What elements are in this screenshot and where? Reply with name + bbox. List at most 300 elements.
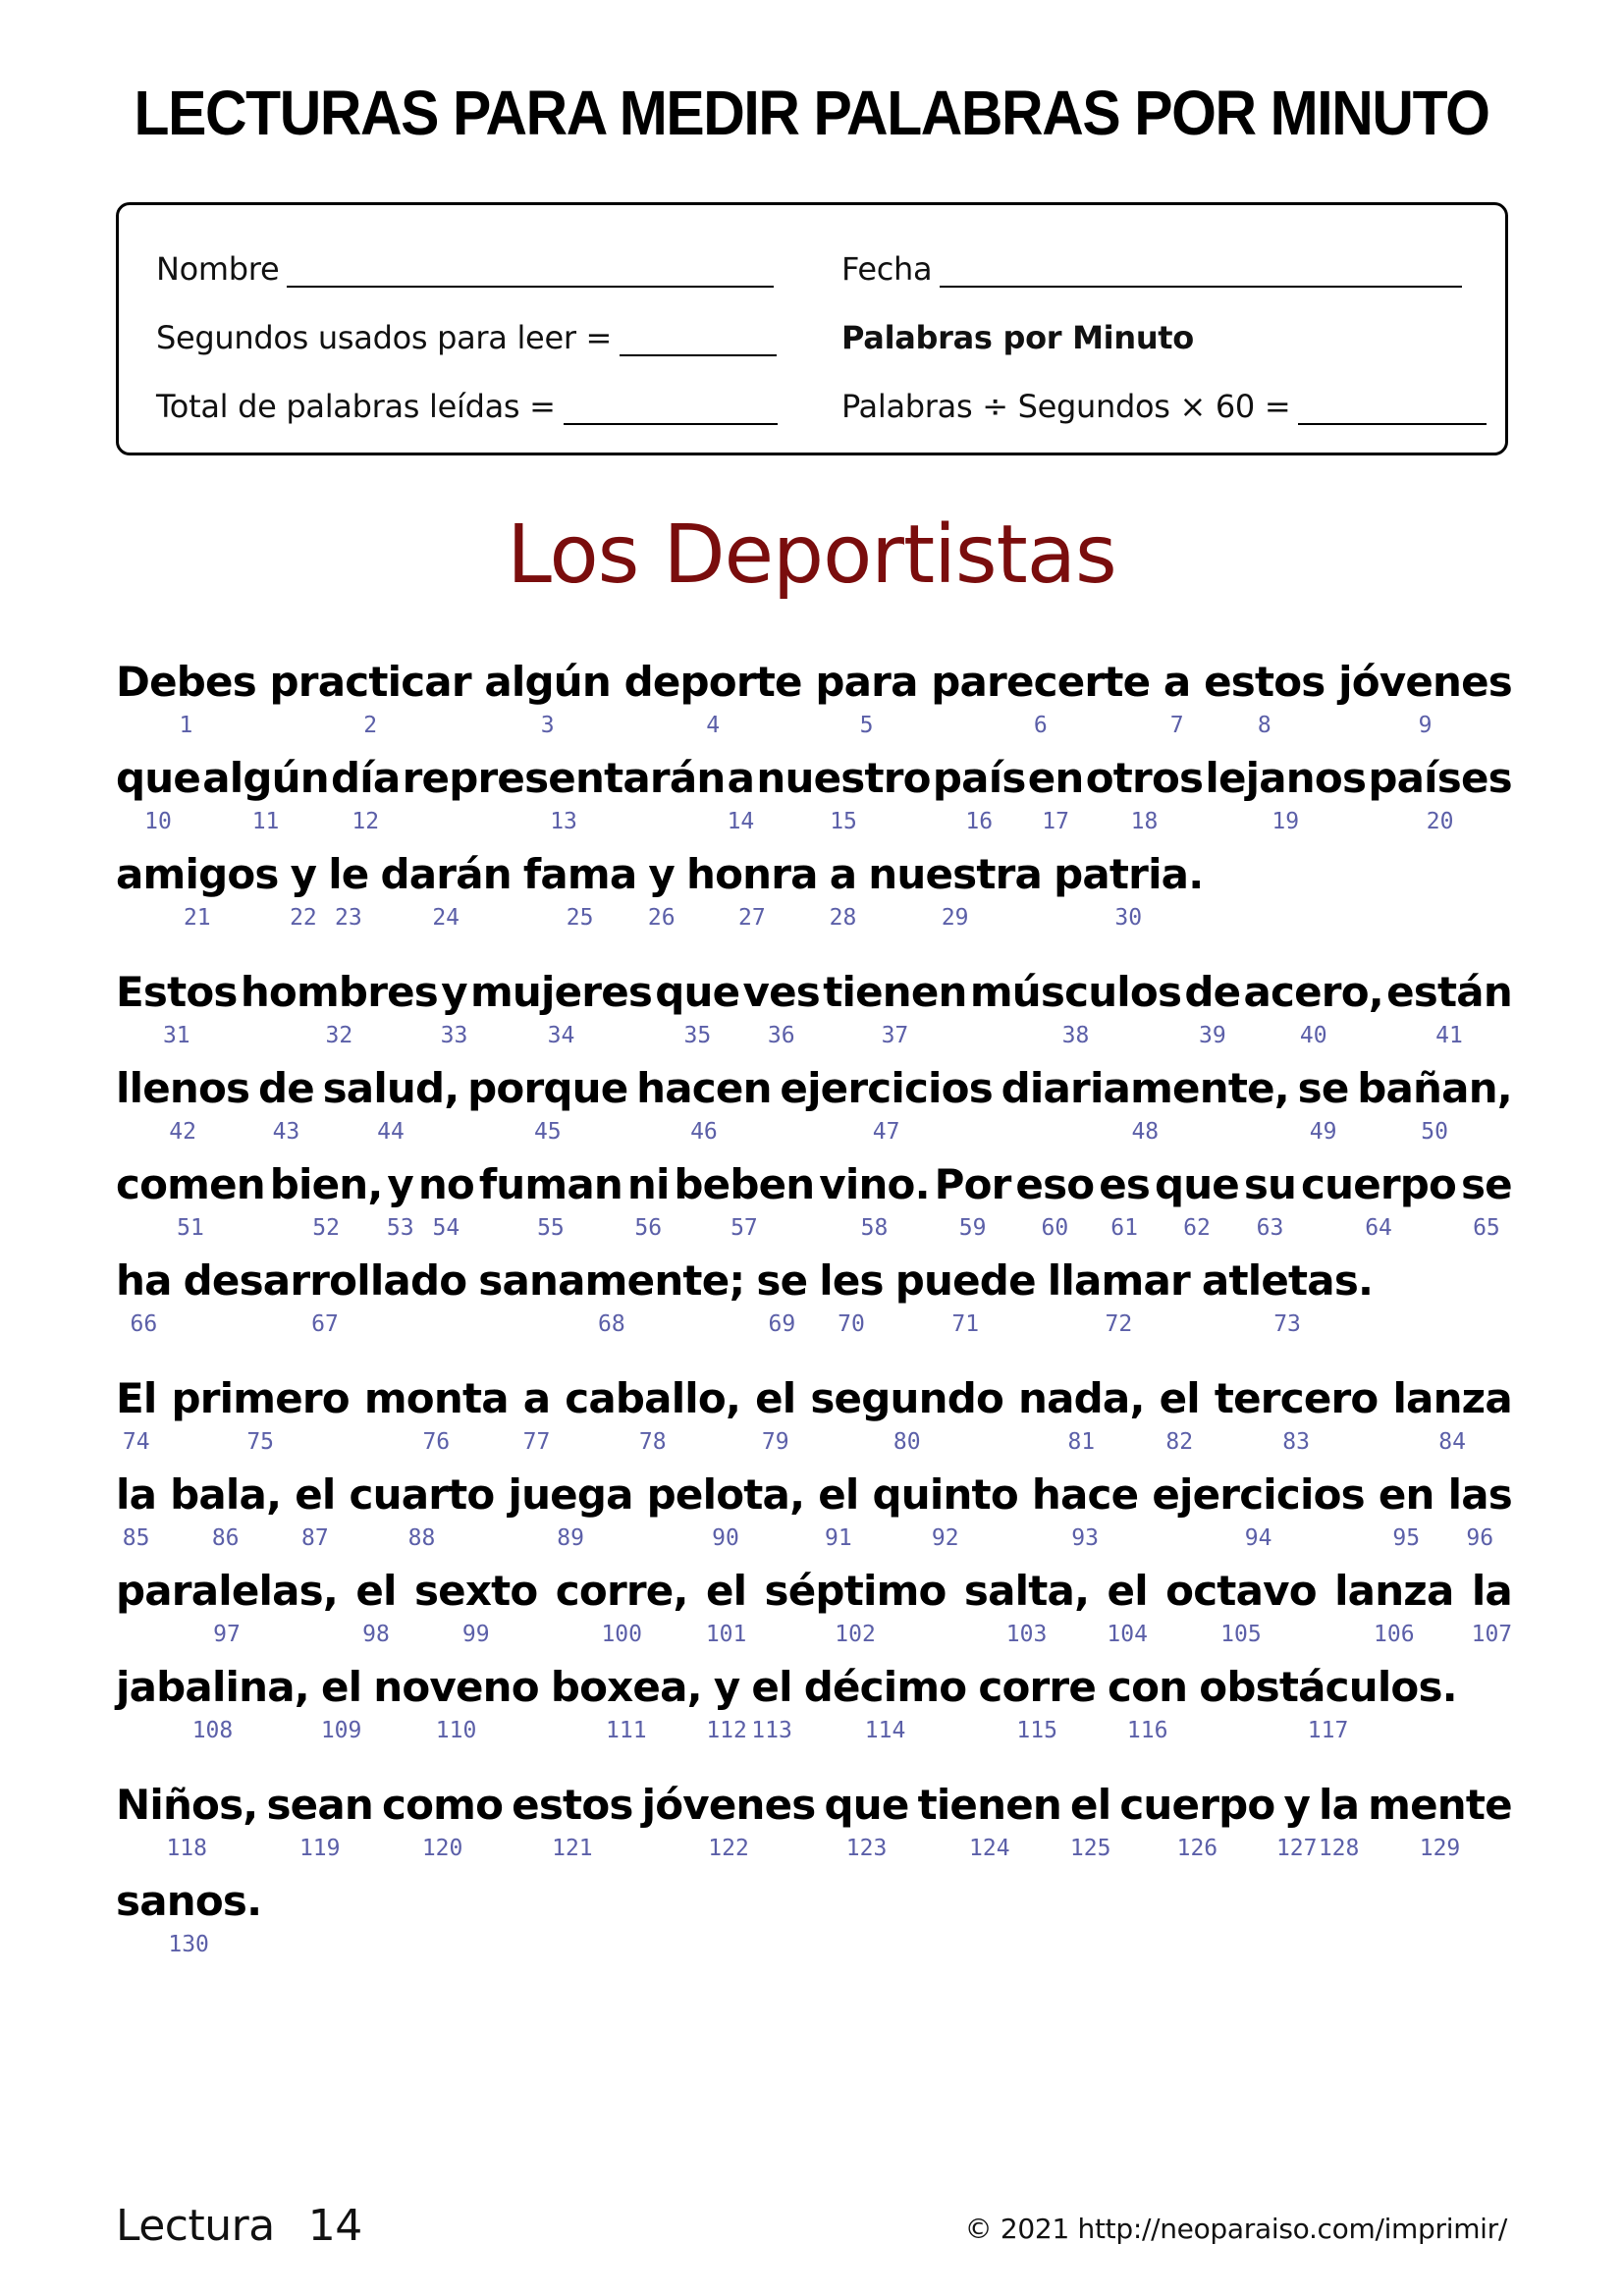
story-word: octavo xyxy=(1165,1567,1317,1615)
story-word: representarán xyxy=(402,754,726,802)
story-word: honra xyxy=(685,850,818,898)
word-count-number: 30 xyxy=(1114,905,1143,931)
word-count-number: 69 xyxy=(768,1311,796,1337)
word-count-number: 28 xyxy=(829,905,857,931)
story-line xyxy=(116,754,1512,850)
word-count-number: 4 xyxy=(706,713,721,738)
word-count-number: 68 xyxy=(597,1311,625,1337)
word-count-number: 56 xyxy=(634,1215,663,1241)
story-word: algún xyxy=(202,754,329,802)
story-word: vino. xyxy=(819,1160,930,1208)
story-word: tienen xyxy=(917,1781,1062,1829)
story-word: hombres xyxy=(240,968,438,1016)
word-count-number: 32 xyxy=(325,1023,353,1048)
story-word: primero xyxy=(171,1374,350,1422)
word-count-number: 93 xyxy=(1071,1525,1099,1551)
word-count-number: 31 xyxy=(162,1023,190,1048)
word-count-number: 114 xyxy=(864,1718,906,1743)
story-word: de xyxy=(257,1064,314,1112)
word-count-number: 128 xyxy=(1318,1836,1360,1861)
footer-lectura xyxy=(116,2201,362,2251)
word-count-number: 26 xyxy=(647,905,676,931)
story-line-text xyxy=(116,1256,1512,1306)
story-word: llenos xyxy=(116,1064,250,1112)
word-count-number: 104 xyxy=(1107,1622,1148,1647)
word-count-number: 66 xyxy=(130,1311,158,1337)
word-count-number: 29 xyxy=(941,905,969,931)
story-word: para xyxy=(815,658,918,706)
word-count-number: 11 xyxy=(251,809,280,834)
formula-field xyxy=(841,388,1487,425)
word-count-number: 9 xyxy=(1418,713,1433,738)
story-word: lejanos xyxy=(1205,754,1367,802)
story-line xyxy=(116,1256,1512,1353)
story-word: se xyxy=(1297,1064,1349,1112)
word-count-number: 46 xyxy=(690,1119,718,1145)
word-count-number: 54 xyxy=(432,1215,460,1241)
story-line xyxy=(116,1877,1512,1973)
story-word: sanamente; xyxy=(478,1256,745,1305)
story-word: y xyxy=(1283,1781,1311,1829)
fecha-field xyxy=(841,250,1462,288)
story-word: le xyxy=(328,850,369,898)
story-word: ha xyxy=(116,1256,172,1305)
story-word: sanos. xyxy=(116,1877,262,1925)
story-word: y xyxy=(648,850,675,898)
total-field xyxy=(156,388,778,425)
story-word: que xyxy=(116,754,201,802)
word-count-number: 88 xyxy=(407,1525,436,1551)
word-count-number: 52 xyxy=(312,1215,340,1241)
story-word: noveno xyxy=(373,1663,539,1711)
fecha-line[interactable] xyxy=(940,260,1462,288)
story-word: diariamente, xyxy=(1001,1064,1289,1112)
story-line-text xyxy=(116,1064,1512,1113)
word-count-number: 18 xyxy=(1130,809,1159,834)
story-word: mujeres xyxy=(469,968,653,1016)
story-word: amigos xyxy=(116,850,279,898)
word-count-number: 122 xyxy=(708,1836,749,1861)
word-count-number: 120 xyxy=(421,1836,463,1861)
story-word: comen xyxy=(116,1160,265,1208)
story-word: que xyxy=(1154,1160,1239,1208)
word-count-number: 75 xyxy=(246,1429,275,1455)
word-count-number: 24 xyxy=(432,905,460,931)
story-word: paralelas, xyxy=(116,1567,339,1615)
word-count-number: 105 xyxy=(1220,1622,1262,1647)
word-count-number: 106 xyxy=(1374,1622,1415,1647)
story-word: ves xyxy=(742,968,821,1016)
word-count-row xyxy=(116,1429,1512,1457)
word-count-number: 44 xyxy=(377,1119,405,1145)
story-word: séptimo xyxy=(764,1567,947,1615)
word-count-number: 43 xyxy=(272,1119,300,1145)
word-count-number: 130 xyxy=(168,1932,209,1957)
word-count-row xyxy=(116,1718,1512,1745)
story-line-text xyxy=(116,1374,1512,1423)
story-word: darán xyxy=(380,850,512,898)
story-word: atletas. xyxy=(1201,1256,1374,1305)
word-count-number: 6 xyxy=(1033,713,1048,738)
story-word: la xyxy=(1319,1781,1360,1829)
word-count-number: 59 xyxy=(958,1215,987,1241)
story-word: el xyxy=(818,1470,859,1519)
story-line xyxy=(116,1374,1512,1470)
story-line xyxy=(116,1064,1512,1160)
word-count-number: 53 xyxy=(386,1215,414,1241)
word-count-number: 17 xyxy=(1042,809,1069,834)
word-count-number: 101 xyxy=(705,1622,747,1647)
segundos-field xyxy=(156,319,777,356)
word-count-number: 65 xyxy=(1473,1215,1500,1241)
story-word: bañan, xyxy=(1357,1064,1512,1112)
fecha-label: Fecha xyxy=(841,250,933,288)
lectura-label: Lectura xyxy=(116,2201,275,2251)
story-line xyxy=(116,1470,1512,1567)
story-word: beben xyxy=(674,1160,815,1208)
word-count-number: 48 xyxy=(1131,1119,1160,1145)
story-word: el xyxy=(751,1663,792,1711)
word-count-number: 51 xyxy=(177,1215,204,1241)
word-count-number: 67 xyxy=(311,1311,339,1337)
story-word: nada, xyxy=(1018,1374,1145,1422)
story-text xyxy=(116,658,1512,1973)
word-count-number: 89 xyxy=(557,1525,584,1551)
story-word: eso xyxy=(1015,1160,1095,1208)
word-count-number: 118 xyxy=(166,1836,207,1861)
story-word: salta, xyxy=(963,1567,1090,1615)
story-line-text xyxy=(116,1567,1512,1616)
story-word: pelota, xyxy=(646,1470,805,1519)
word-count-number: 15 xyxy=(830,809,857,834)
word-count-number: 129 xyxy=(1419,1836,1461,1861)
ppm-label: Palabras por Minuto xyxy=(841,319,1194,356)
story-word: lanza xyxy=(1334,1567,1454,1615)
story-word: acero, xyxy=(1243,968,1383,1016)
word-count-number: 102 xyxy=(835,1622,876,1647)
word-count-row xyxy=(116,1525,1512,1553)
story-word: boxea, xyxy=(550,1663,702,1711)
story-word: Debes xyxy=(116,658,256,706)
story-word: y xyxy=(387,1160,413,1208)
story-line-text xyxy=(116,754,1512,803)
story-word: el xyxy=(320,1663,362,1711)
word-count-number: 41 xyxy=(1435,1023,1463,1048)
story-word: no xyxy=(417,1160,474,1208)
segundos-line[interactable] xyxy=(620,329,777,356)
story-word: y xyxy=(713,1663,740,1711)
word-count-number: 85 xyxy=(122,1525,150,1551)
word-count-number: 111 xyxy=(606,1718,647,1743)
word-count-number: 55 xyxy=(537,1215,565,1241)
story-word: en xyxy=(1027,754,1084,802)
story-word: es xyxy=(1099,1160,1151,1208)
story-word: juega xyxy=(508,1470,633,1519)
word-count-number: 42 xyxy=(169,1119,196,1145)
word-count-number: 82 xyxy=(1165,1429,1194,1455)
story-word: lanza xyxy=(1392,1374,1512,1422)
word-count-number: 94 xyxy=(1244,1525,1272,1551)
word-count-row xyxy=(116,1023,1512,1050)
word-count-row xyxy=(116,1119,1512,1147)
total-label: Total de palabras leídas = xyxy=(156,388,556,425)
story-word: la xyxy=(1471,1567,1512,1615)
story-word: y xyxy=(441,968,467,1016)
story-line xyxy=(116,1160,1512,1256)
story-word: jóvenes xyxy=(641,1781,816,1829)
word-count-number: 33 xyxy=(440,1023,468,1048)
word-count-number: 121 xyxy=(552,1836,593,1861)
word-count-number: 34 xyxy=(547,1023,575,1048)
word-count-number: 7 xyxy=(1169,713,1184,738)
story-word: corre, xyxy=(555,1567,688,1615)
story-word: otros xyxy=(1085,754,1204,802)
story-word: algún xyxy=(484,658,611,706)
story-word: que xyxy=(655,968,740,1016)
story-line-text xyxy=(116,1470,1512,1520)
nombre-line[interactable] xyxy=(287,260,774,288)
story-word: estos xyxy=(1204,658,1325,706)
story-line xyxy=(116,1567,1512,1663)
story-word: puede xyxy=(894,1256,1036,1305)
story-word: estos xyxy=(512,1781,633,1829)
story-word: sexto xyxy=(413,1567,538,1615)
word-count-number: 19 xyxy=(1271,809,1300,834)
word-count-number: 35 xyxy=(683,1023,712,1048)
word-count-number: 39 xyxy=(1198,1023,1226,1048)
story-word: el xyxy=(295,1470,336,1519)
formula-line[interactable] xyxy=(1298,398,1487,425)
story-word: el xyxy=(755,1374,796,1422)
word-count-number: 40 xyxy=(1299,1023,1327,1048)
word-count-number: 10 xyxy=(144,809,172,834)
total-line[interactable] xyxy=(564,398,778,425)
story-word: músculos xyxy=(969,968,1182,1016)
word-count-number: 2 xyxy=(363,713,378,738)
story-line xyxy=(116,1781,1512,1877)
story-word: bien, xyxy=(269,1160,383,1208)
story-word: que xyxy=(824,1781,909,1829)
word-count-number: 91 xyxy=(825,1525,852,1551)
story-word: caballo, xyxy=(565,1374,741,1422)
word-count-number: 72 xyxy=(1105,1311,1133,1337)
word-count-row xyxy=(116,809,1512,836)
word-count-number: 25 xyxy=(566,905,594,931)
word-count-number: 1 xyxy=(179,713,193,738)
word-count-row xyxy=(116,1311,1512,1339)
story-word: la xyxy=(116,1470,157,1519)
word-count-number: 74 xyxy=(122,1429,150,1455)
story-word: nuestra xyxy=(868,850,1043,898)
word-count-number: 12 xyxy=(352,809,380,834)
story-word: sean xyxy=(266,1781,373,1829)
story-line-text xyxy=(116,968,1512,1017)
word-count-row xyxy=(116,905,1512,933)
story-word: fama xyxy=(522,850,637,898)
story-word: su xyxy=(1243,1160,1297,1208)
story-word: porque xyxy=(467,1064,628,1112)
word-count-number: 22 xyxy=(290,905,317,931)
story-word: quinto xyxy=(872,1470,1018,1519)
story-word: jóvenes xyxy=(1338,658,1512,706)
word-count-number: 36 xyxy=(767,1023,795,1048)
story-line-text xyxy=(116,1781,1512,1830)
word-count-number: 115 xyxy=(1016,1718,1057,1743)
story-word: corre xyxy=(978,1663,1097,1711)
word-count-number: 126 xyxy=(1176,1836,1218,1861)
story-word: día xyxy=(331,754,401,802)
word-count-number: 73 xyxy=(1273,1311,1301,1337)
story-word: fuman xyxy=(478,1160,623,1208)
word-count-number: 123 xyxy=(845,1836,888,1861)
page-title: LECTURAS PARA MEDIR PALABRAS POR MINUTO xyxy=(134,78,1489,148)
story-word: hace xyxy=(1031,1470,1139,1519)
story-word: les xyxy=(819,1256,884,1305)
story-word: tercero xyxy=(1214,1374,1379,1422)
story-line xyxy=(116,658,1512,754)
nombre-field xyxy=(156,250,774,288)
word-count-number: 87 xyxy=(301,1525,329,1551)
story-word: se xyxy=(1460,1160,1512,1208)
story-word: bala, xyxy=(170,1470,282,1519)
story-word: en xyxy=(1378,1470,1434,1519)
word-count-number: 125 xyxy=(1069,1836,1111,1861)
word-count-number: 99 xyxy=(461,1622,490,1647)
story-word: ejercicios xyxy=(780,1064,993,1112)
word-count-number: 127 xyxy=(1275,1836,1318,1861)
story-word: monta xyxy=(363,1374,509,1422)
story-word: están xyxy=(1386,968,1512,1016)
story-line-text xyxy=(116,1877,1512,1926)
story-word: el xyxy=(1159,1374,1200,1422)
word-count-number: 37 xyxy=(881,1023,909,1048)
word-count-row xyxy=(116,1622,1512,1649)
story-word: segundo xyxy=(810,1374,1004,1422)
story-word: se xyxy=(756,1256,808,1305)
word-count-number: 86 xyxy=(211,1525,240,1551)
word-count-number: 116 xyxy=(1126,1718,1168,1743)
word-count-number: 96 xyxy=(1466,1525,1494,1551)
story-word: el xyxy=(1107,1567,1148,1615)
story-title: Los Deportistas xyxy=(507,508,1116,602)
story-word: cuerpo xyxy=(1119,1781,1275,1829)
story-word: desarrollado xyxy=(183,1256,467,1305)
word-count-number: 119 xyxy=(298,1836,341,1861)
word-count-number: 79 xyxy=(761,1429,789,1455)
word-count-number: 60 xyxy=(1041,1215,1069,1241)
word-count-number: 117 xyxy=(1307,1718,1349,1743)
word-count-number: 78 xyxy=(638,1429,667,1455)
word-count-number: 14 xyxy=(727,809,755,834)
story-line-text xyxy=(116,658,1512,707)
word-count-number: 45 xyxy=(533,1119,562,1145)
story-line-text xyxy=(116,1160,1512,1209)
word-count-number: 57 xyxy=(730,1215,758,1241)
story-word: el xyxy=(705,1567,747,1615)
story-word: el xyxy=(1070,1781,1111,1829)
word-count-number: 80 xyxy=(893,1429,921,1455)
word-count-row xyxy=(116,1836,1512,1863)
footer-copyright: © 2021 http://neoparaiso.com/imprimir/ xyxy=(964,2213,1507,2245)
word-count-number: 71 xyxy=(951,1311,980,1337)
word-count-number: 63 xyxy=(1256,1215,1284,1241)
story-word: llamar xyxy=(1047,1256,1190,1305)
word-count-number: 64 xyxy=(1365,1215,1392,1241)
word-count-number: 97 xyxy=(213,1622,241,1647)
word-count-number: 13 xyxy=(550,809,577,834)
word-count-number: 83 xyxy=(1282,1429,1310,1455)
story-word: décimo xyxy=(803,1663,967,1711)
story-word: cuarto xyxy=(349,1470,495,1519)
story-word: salud, xyxy=(322,1064,460,1112)
segundos-label: Segundos usados para leer = xyxy=(156,319,613,356)
word-count-number: 70 xyxy=(838,1311,865,1337)
formula-label: Palabras ÷ Segundos × 60 = xyxy=(841,388,1291,425)
word-count-number: 92 xyxy=(931,1525,959,1551)
word-count-row xyxy=(116,1932,1512,1959)
word-count-number: 16 xyxy=(965,809,994,834)
story-word: Estos xyxy=(116,968,238,1016)
story-line xyxy=(116,968,1512,1064)
word-count-row xyxy=(116,1215,1512,1243)
story-word: deporte xyxy=(623,658,802,706)
story-word: Por xyxy=(934,1160,1011,1208)
story-word: ejercicios xyxy=(1152,1470,1365,1519)
word-count-number: 110 xyxy=(435,1718,477,1743)
word-count-number: 47 xyxy=(872,1119,900,1145)
word-count-number: 124 xyxy=(969,1836,1010,1861)
word-count-number: 98 xyxy=(362,1622,390,1647)
word-count-number: 49 xyxy=(1309,1119,1337,1145)
story-word: a xyxy=(1163,658,1191,706)
word-count-number: 84 xyxy=(1438,1429,1466,1455)
lectura-number: 14 xyxy=(307,2201,362,2251)
story-word: jabalina, xyxy=(116,1663,309,1711)
story-line-text xyxy=(116,1663,1512,1712)
story-word: patria. xyxy=(1054,850,1204,898)
story-word: obstáculos. xyxy=(1199,1663,1457,1711)
word-count-number: 100 xyxy=(601,1622,642,1647)
nombre-label: Nombre xyxy=(156,250,280,288)
word-count-number: 3 xyxy=(540,713,555,738)
story-word: como xyxy=(382,1781,504,1829)
story-line-text xyxy=(116,850,1512,899)
word-count-number: 113 xyxy=(751,1718,792,1743)
word-count-number: 23 xyxy=(335,905,362,931)
story-word: a xyxy=(522,1374,551,1422)
story-word: a xyxy=(829,850,857,898)
word-count-number: 62 xyxy=(1183,1215,1211,1241)
story-word: ni xyxy=(626,1160,670,1208)
word-count-number: 109 xyxy=(320,1718,362,1743)
story-word: Niños, xyxy=(116,1781,258,1829)
word-count-number: 21 xyxy=(183,905,211,931)
word-count-number: 107 xyxy=(1471,1622,1513,1647)
story-word: el xyxy=(355,1567,397,1615)
story-word: de xyxy=(1184,968,1241,1016)
story-word: las xyxy=(1447,1470,1512,1519)
word-count-number: 58 xyxy=(860,1215,889,1241)
word-count-number: 61 xyxy=(1110,1215,1138,1241)
word-count-number: 81 xyxy=(1067,1429,1096,1455)
word-count-number: 103 xyxy=(1005,1622,1048,1647)
story-word: tienen xyxy=(823,968,967,1016)
story-word: mente xyxy=(1368,1781,1512,1829)
story-word: El xyxy=(116,1374,157,1422)
story-word: país xyxy=(932,754,1026,802)
story-word: con xyxy=(1108,1663,1188,1711)
story-word: practicar xyxy=(269,658,471,706)
